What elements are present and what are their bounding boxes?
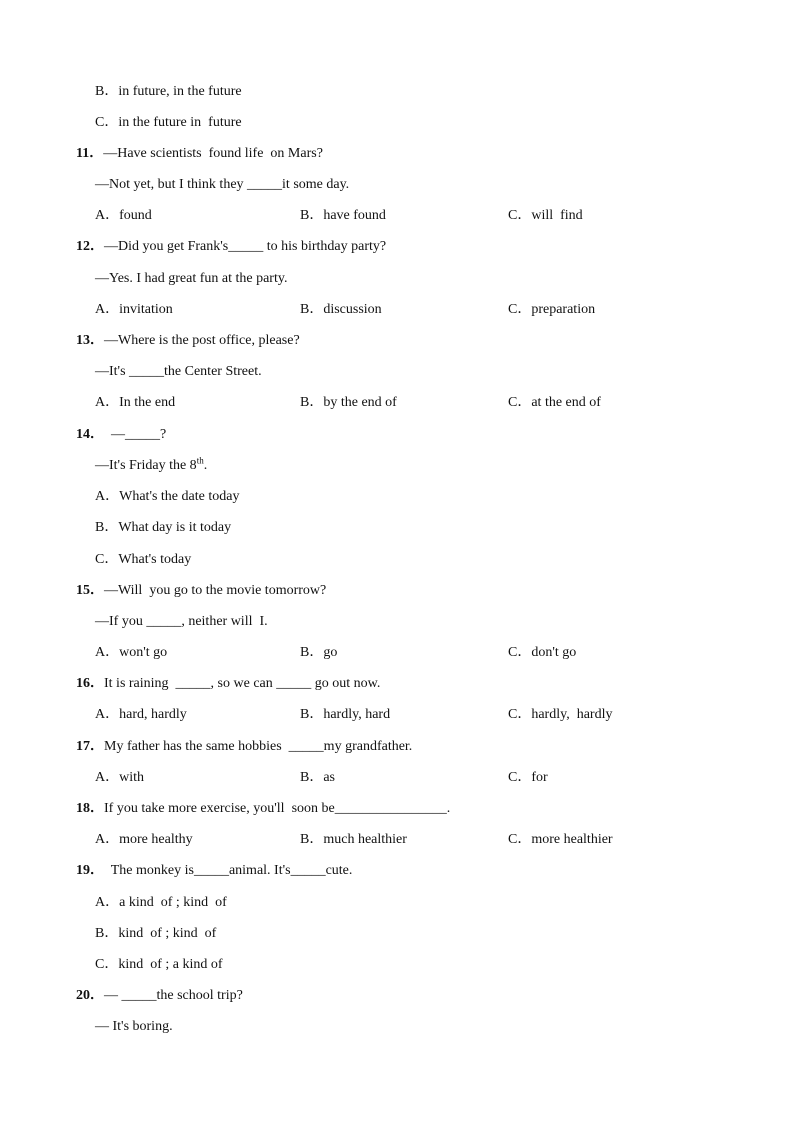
q10-option-b: B．in future, in the future bbox=[95, 84, 242, 99]
q16-option-c: C．hardly, hardly bbox=[508, 707, 613, 722]
q17-option-c: C．for bbox=[508, 770, 548, 785]
q12-option-b: B．discussion bbox=[300, 302, 382, 317]
q11-stem: 11．—Have scientists found life on Mars? bbox=[76, 146, 323, 161]
q12-reply: —Yes. I had great fun at the party. bbox=[95, 271, 288, 286]
q16-stem: 16．It is raining _____, so we can _____ go out now. bbox=[76, 676, 381, 691]
q18-option-a: A．more healthy bbox=[95, 832, 193, 847]
q19-option-c: C．kind of ; a kind of bbox=[95, 957, 223, 972]
q11-reply: —Not yet, but I think they _____it some day. bbox=[95, 177, 350, 192]
q15-option-a: A．won't go bbox=[95, 645, 168, 660]
q13-option-a: A．In the end bbox=[95, 395, 176, 410]
q15-option-c: C．don't go bbox=[508, 645, 577, 660]
q18-stem: 18．If you take more exercise, you'll soon be________________. bbox=[76, 801, 451, 816]
q15-reply: —If you _____, neither will I. bbox=[95, 614, 268, 629]
q13-stem: 13．—Where is the post office, please? bbox=[76, 333, 300, 348]
q18-option-b: B．much healthier bbox=[300, 832, 407, 847]
q12-option-a: A．invitation bbox=[95, 302, 173, 317]
q14-stem: 14． —_____? bbox=[76, 427, 167, 442]
q13-option-b: B．by the end of bbox=[300, 395, 397, 410]
q14-option-a: A．What's the date today bbox=[95, 489, 240, 504]
q19-option-a: A．a kind of ; kind of bbox=[95, 895, 227, 910]
q12-option-c: C．preparation bbox=[508, 302, 596, 317]
q14-reply: —It's Friday the 8th. bbox=[95, 455, 208, 473]
q19-option-b: B．kind of ; kind of bbox=[95, 926, 217, 941]
q13-reply: —It's _____the Center Street. bbox=[95, 364, 262, 379]
q15-option-b: B．go bbox=[300, 645, 338, 660]
q14-option-b: B．What day is it today bbox=[95, 520, 232, 535]
q13-option-c: C．at the end of bbox=[508, 395, 601, 410]
q16-option-b: B．hardly, hard bbox=[300, 707, 391, 722]
q14-option-c: C．What's today bbox=[95, 552, 192, 567]
q17-option-a: A．with bbox=[95, 770, 145, 785]
q17-stem: 17．My father has the same hobbies _____my grandfather. bbox=[76, 739, 413, 754]
q11-option-a: A．found bbox=[95, 208, 152, 223]
q11-option-b: B．have found bbox=[300, 208, 386, 223]
q15-stem: 15．—Will you go to the movie tomorrow? bbox=[76, 583, 327, 598]
q12-stem: 12．—Did you get Frank's_____ to his birthday party? bbox=[76, 239, 387, 254]
q18-option-c: C．more healthier bbox=[508, 832, 613, 847]
q16-option-a: A．hard, hardly bbox=[95, 707, 187, 722]
q20-stem: 20．— _____the school trip? bbox=[76, 988, 243, 1003]
q11-option-c: C．will find bbox=[508, 208, 583, 223]
q20-reply: — It's boring. bbox=[95, 1019, 173, 1034]
q17-option-b: B．as bbox=[300, 770, 336, 785]
q19-stem: 19． The monkey is_____animal. It's_____cute. bbox=[76, 863, 353, 878]
q10-option-c: C．in the future in future bbox=[95, 115, 242, 130]
